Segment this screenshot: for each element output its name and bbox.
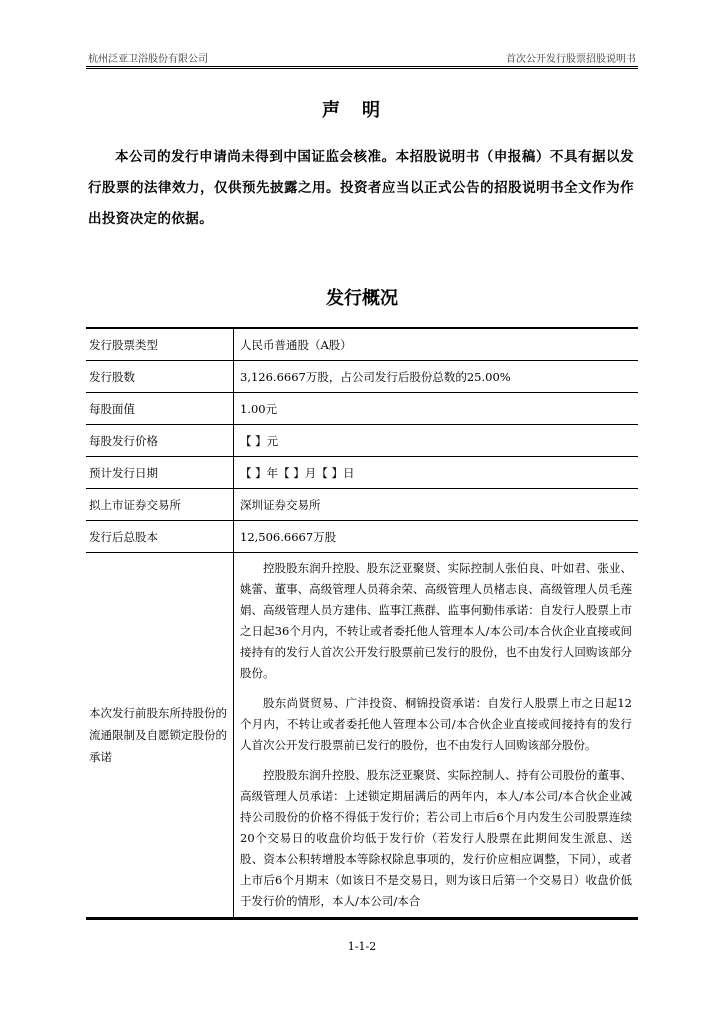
lockup-commitments: [234, 553, 639, 918]
offering-overview-table: [86, 327, 638, 918]
row-label: 发行股数: [86, 361, 234, 393]
row-label: 拟上市证券交易所: [86, 489, 234, 521]
header-document-title: 首次公开发行股票招股说明书: [506, 54, 636, 65]
row-label: 发行后总股本: [86, 521, 234, 553]
table-row: [86, 489, 638, 521]
row-value: 3,126.6667万股，占公司发行后股份总数的25.00%: [234, 361, 639, 393]
table-row: [86, 425, 638, 457]
header-company: 杭州泛亚卫浴股份有限公司: [88, 54, 208, 65]
row-label: 每股面值: [86, 393, 234, 425]
page-number: 1-1-2: [347, 940, 377, 953]
row-label: 发行股票类型: [86, 328, 234, 361]
page-header: [88, 50, 636, 65]
row-value: 1.00元: [234, 393, 639, 425]
lockup-paragraph: 控股股东润升控股、股东泛亚聚贤、实际控制人张伯良、叶如君、张业、姚蕾、董事、高级管理人员蒋余荣、高级管理人员楮志良、高级管理人员毛莲娟、高级管理人员方建伟、监事江燕群、监事何勤伟承诺：自发行人股票上市之日起36个月内，不转让或者委托他人管理本人/本公司/本合伙企业直接或间接持有的发行人首次公开发行股票前已发行的股份，也不由发行人回购该部分股份。: [240, 561, 632, 680]
lockup-paragraph: 控股股东润升控股、股东泛亚聚贤、实际控制人、持有公司股份的董事、高级管理人员承诺：上述锁定期届满后的两年内，本人/本公司/本合伙企业减持公司股份的价格不得低于发行价；若公司上市后6个月内发生公司股票连续20个交易日的收盘价均低于发行价（若发行人股票在此期间发生派息、送股、资本公积转增股本等除权除息事项的，发行价应相应调整，下同），或者上市后6个月期末（如该日不是交易日，则为该日后第一个交易日）收盘价低于发行价的情形，本人/本公司/本合: [240, 768, 632, 908]
statement-title: 声明: [322, 100, 402, 121]
row-label: 每股发行价格: [86, 425, 234, 457]
table-row: [86, 328, 638, 361]
lockup-paragraph: 股东尚贤贸易、广沣投资、桐锦投资承诺：自发行人股票上市之日起12个月内，不转让或者委托他人管理本公司/本合伙企业直接或间接持有的发行人首次公开发行股票前已发行的股份，也不由发行人回购该部分股份。: [240, 696, 632, 752]
row-value: 人民币普通股（A股）: [234, 328, 639, 361]
header-rule-secondary: [86, 68, 638, 69]
row-value: 【 】元: [234, 425, 639, 457]
table-row: [86, 457, 638, 489]
table-row-lockup: [86, 553, 638, 918]
row-label: 预计发行日期: [86, 457, 234, 489]
lockup-label: 本次发行前股东所持股份的流通限制及自愿锁定股份的承诺: [86, 553, 234, 918]
row-value: 12,506.6667万股: [234, 521, 639, 553]
statement-text: 本公司的发行申请尚未得到中国证监会核准。本招股说明书（申报稿）不具有据以发行股票的法律效力，仅供预先披露之用。投资者应当以正式公告的招股说明书全文作为作出投资决定的依据。: [88, 149, 634, 227]
table-bottom-rule: [86, 918, 638, 920]
row-value: 深圳证券交易所: [234, 489, 639, 521]
table-row: [86, 393, 638, 425]
header-rule: [86, 66, 638, 67]
row-value: 【 】年【 】月【 】日: [234, 457, 639, 489]
table-row: [86, 361, 638, 393]
table-row: [86, 521, 638, 553]
overview-title: 发行概况: [326, 288, 398, 309]
